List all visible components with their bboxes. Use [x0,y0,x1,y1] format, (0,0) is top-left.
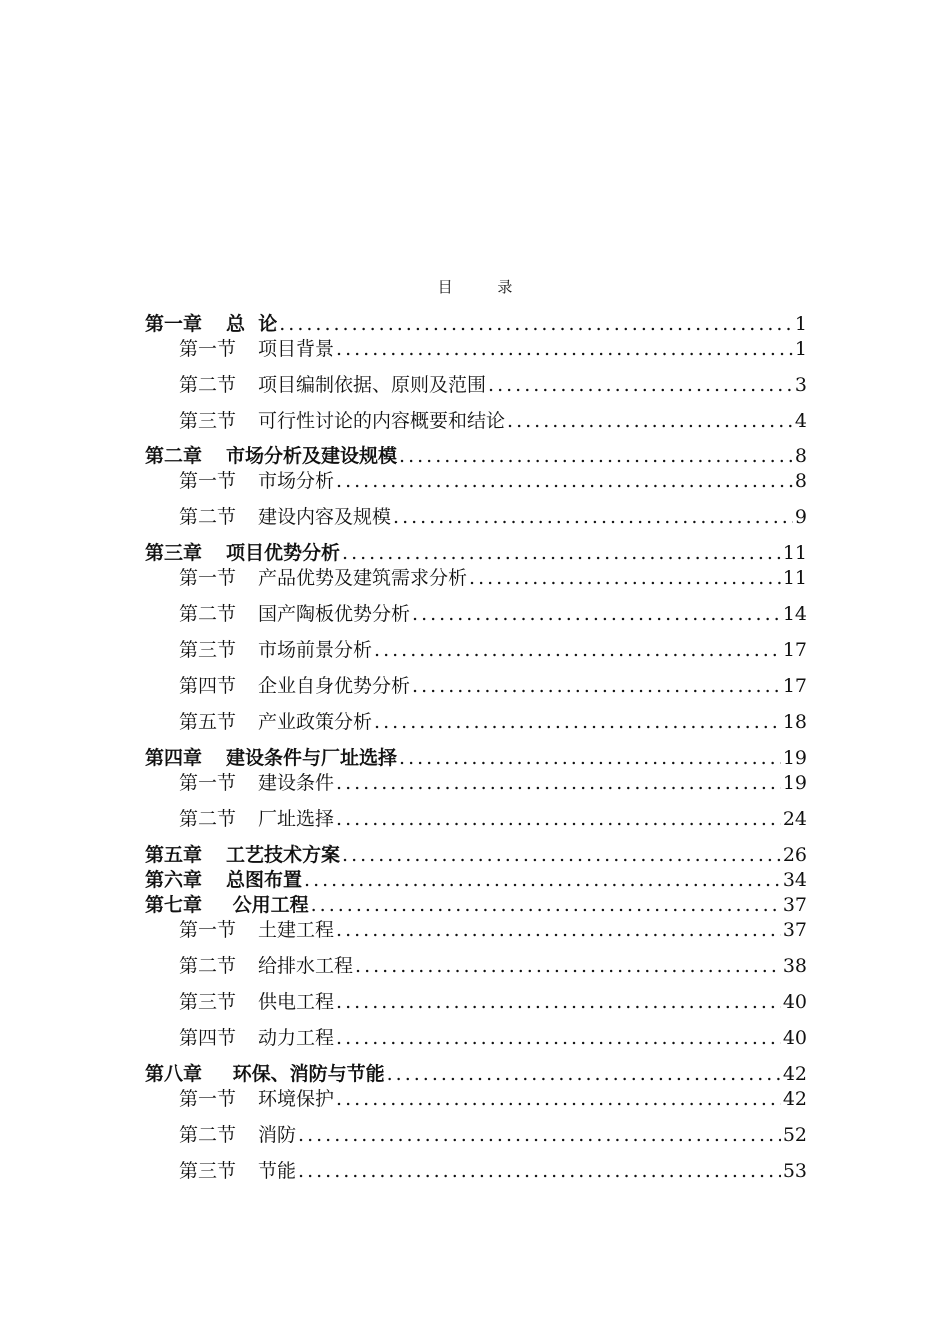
entry-title: 公用工程 [226,894,309,916]
dot-leader [298,1122,781,1148]
entry-number: 第三节 [179,1160,237,1182]
entry-page-number: 26 [782,844,807,866]
entry-title: 建设内容及规模 [258,506,392,528]
dot-leader [374,637,781,663]
entry-page-number: 9 [794,506,807,528]
entry-number: 第八章 [145,1063,203,1085]
dot-leader [298,1158,781,1184]
entry-number: 第二节 [179,603,237,625]
entry-title: 厂址选择 [258,808,335,830]
entry-page-number: 14 [782,603,807,625]
entry-title: 节能 [258,1160,297,1182]
entry-page-number: 40 [782,1027,807,1049]
entry-number: 第五节 [179,711,237,733]
entry-page-number: 34 [782,869,807,891]
entry-title: 给排水工程 [258,955,354,977]
dot-leader [387,1061,781,1087]
dot-leader [412,673,781,699]
entry-number: 第四节 [179,1027,237,1049]
toc-chapter-entry [145,867,807,893]
dot-leader [488,372,793,398]
toc-section-entry [145,336,807,362]
toc-section-entry [145,408,807,434]
entry-number: 第一节 [179,338,237,360]
entry-title: 土建工程 [258,919,335,941]
toc-section-entry [145,917,807,943]
entry-title: 供电工程 [258,991,335,1013]
dot-leader [342,540,781,566]
toc-section-entry [145,1122,807,1148]
entry-number: 第三章 [145,542,203,564]
entry-title: 总 论 [226,313,278,335]
entry-number: 第四章 [145,747,203,769]
entry-number: 第二节 [179,1124,237,1146]
entry-page-number: 4 [794,410,807,432]
entry-number: 第三节 [179,991,237,1013]
entry-page-number: 8 [794,470,807,492]
dot-leader [336,989,781,1015]
entry-number: 第一节 [179,919,237,941]
entry-title: 项目优势分析 [226,542,341,564]
entry-title: 建设条件与厂址选择 [226,747,398,769]
entry-title: 建设条件 [258,772,335,794]
entry-page-number: 17 [782,639,807,661]
entry-page-number: 24 [782,808,807,830]
entry-page-number: 3 [794,374,807,396]
entry-number: 第一节 [179,470,237,492]
dot-leader [336,468,793,494]
dot-leader [336,1086,781,1112]
entry-number: 第二节 [179,808,237,830]
entry-title: 动力工程 [258,1027,335,1049]
entry-title: 项目编制依据、原则及范围 [258,374,487,396]
entry-number: 第三节 [179,410,237,432]
entry-page-number: 37 [782,919,807,941]
entry-page-number: 19 [782,772,807,794]
entry-page-number: 53 [782,1160,807,1182]
entry-page-number: 8 [794,445,807,467]
toc-chapter-entry [145,311,807,337]
entry-page-number: 18 [782,711,807,733]
entry-title: 消防 [258,1124,297,1146]
entry-title: 总图布置 [226,869,303,891]
entry-page-number: 19 [782,747,807,769]
toc-title: 目 录 [437,278,533,296]
entry-number: 第七章 [145,894,203,916]
dot-leader [374,709,781,735]
entry-page-number: 52 [782,1124,807,1146]
entry-page-number: 11 [782,567,807,589]
entry-number: 第一节 [179,1088,237,1110]
entry-page-number: 40 [782,991,807,1013]
toc-section-entry [145,806,807,832]
toc-section-entry [145,565,807,591]
entry-page-number: 1 [794,338,807,360]
entry-page-number: 11 [782,542,807,564]
entry-number: 第二节 [179,506,237,528]
entry-title: 产品优势及建筑需求分析 [258,567,468,589]
entry-number: 第六章 [145,869,203,891]
entry-number: 第四节 [179,675,237,697]
toc-section-entry [145,673,807,699]
toc-chapter-entry [145,745,807,771]
dot-leader [336,806,781,832]
toc-section-entry [145,709,807,735]
entry-page-number: 1 [794,313,807,335]
entry-number: 第一节 [179,567,237,589]
dot-leader [336,917,781,943]
toc-section-entry [145,953,807,979]
entry-title: 环保、消防与节能 [226,1063,385,1085]
dot-leader [304,867,781,893]
dot-leader [412,601,781,627]
dot-leader [342,842,781,868]
entry-number: 第一章 [145,313,203,335]
entry-title: 工艺技术方案 [226,844,341,866]
dot-leader [336,770,781,796]
dot-leader [311,892,781,918]
entry-page-number: 17 [782,675,807,697]
entry-number: 第五章 [145,844,203,866]
toc-section-entry [145,989,807,1015]
entry-title: 市场分析 [258,470,335,492]
entry-number: 第一节 [179,772,237,794]
entry-page-number: 42 [782,1063,807,1085]
entry-title: 可行性讨论的内容概要和结论 [258,410,506,432]
entry-title: 产业政策分析 [258,711,373,733]
entry-title: 企业自身优势分析 [258,675,411,697]
dot-leader [393,504,793,530]
entry-title: 市场前景分析 [258,639,373,661]
entry-page-number: 42 [782,1088,807,1110]
toc-section-entry [145,468,807,494]
entry-number: 第二节 [179,955,237,977]
dot-leader [336,1025,781,1051]
dot-leader [279,311,793,337]
dot-leader [507,408,793,434]
toc-chapter-entry [145,443,807,469]
toc-chapter-entry [145,842,807,868]
entry-page-number: 38 [782,955,807,977]
entry-title: 项目背景 [258,338,335,360]
entry-page-number: 37 [782,894,807,916]
toc-section-entry [145,637,807,663]
dot-leader [469,565,781,591]
toc-section-entry [145,1025,807,1051]
dot-leader [355,953,781,979]
dot-leader [399,443,793,469]
entry-number: 第二章 [145,445,203,467]
toc-chapter-entry [145,892,807,918]
toc-section-entry [145,1086,807,1112]
entry-title: 国产陶板优势分析 [258,603,411,625]
toc-section-entry [145,372,807,398]
toc-section-entry [145,504,807,530]
entry-title: 环境保护 [258,1088,335,1110]
toc-chapter-entry [145,540,807,566]
toc-section-entry [145,770,807,796]
dot-leader [336,336,793,362]
toc-section-entry [145,1158,807,1184]
toc-chapter-entry [145,1061,807,1087]
entry-title: 市场分析及建设规模 [226,445,398,467]
entry-number: 第三节 [179,639,237,661]
toc-section-entry [145,601,807,627]
dot-leader [399,745,781,771]
entry-number: 第二节 [179,374,237,396]
